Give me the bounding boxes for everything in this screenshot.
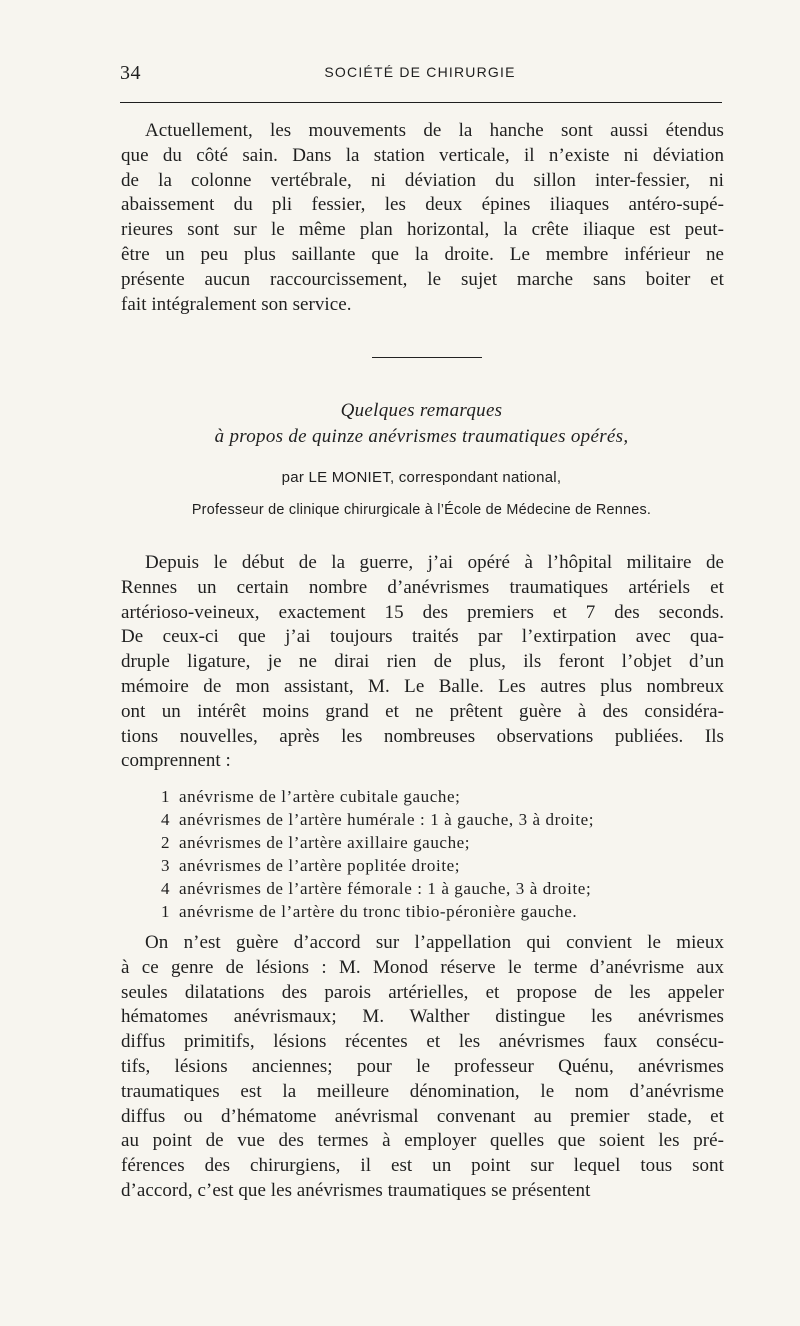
paragraph-top-line: de la colonne vertébrale, ni déviation du sillon inter-fessier, ni: [121, 169, 724, 191]
list-item-text: anévrismes de l’artère poplitée droite;: [179, 856, 461, 875]
paragraph-final-line: d’accord, c’est que les anévrismes traumatiques se présentent: [121, 1179, 591, 1201]
paragraph-top: [121, 119, 724, 317]
paragraph-intro: [121, 551, 724, 774]
paragraph-intro-line: De ceux-ci que j’ai toujours traités par l’extirpation avec qua-: [121, 626, 724, 648]
list-item: [161, 785, 721, 808]
list-item-count: 4: [161, 879, 171, 898]
paragraph-top-line: présente aucun raccourcissement, le sujet marche sans boiter et: [121, 268, 724, 290]
paragraph-final-line: à ce genre de lésions : M. Monod réserve le terme d’anévrisme aux: [121, 956, 724, 978]
paragraph-final-line: diffus primitifs, lésions récentes et les anévrismes faux consécu-: [121, 1031, 724, 1053]
paragraph-intro-line: mémoire de mon assistant, M. Le Balle. Les autres plus nombreux: [121, 675, 724, 697]
paragraph-top-line: être un peu plus saillante que la droite. Le membre inférieur ne: [121, 243, 724, 265]
list-item-text: anévrismes de l’artère fémorale : 1 à gauche, 3 à droite;: [179, 879, 592, 898]
page-header: [120, 61, 720, 91]
list-item: [161, 831, 721, 854]
paragraph-final-line: tifs, lésions anciennes; pour le professeur Quénu, anévrismes: [121, 1055, 724, 1077]
list-item-count: 4: [161, 810, 171, 829]
affiliation-line: Professeur de clinique chirurgicale à l’École de Médecine de Rennes.: [191, 502, 652, 518]
paragraph-intro-line: comprennent :: [121, 750, 231, 772]
list-item: [161, 854, 721, 877]
paragraph-final-line: On n’est guère d’accord sur l’appellation qui convient le mieux: [145, 932, 724, 953]
paragraph-final-line: seules dilatations des parois artérielles, et propose de les appeler: [121, 981, 724, 1003]
list-item-text: anévrismes de l’artère humérale : 1 à gauche, 3 à droite;: [179, 810, 595, 829]
list-item: [161, 877, 721, 900]
paragraph-top-line: abaissement du pli fessier, les deux épines iliaques antéro-supé-: [121, 194, 724, 216]
article-title-line-2: à propos de quinze anévrismes traumatiques opérés,: [214, 426, 629, 447]
paragraph-final: [121, 931, 724, 1204]
list-item-count: 3: [161, 856, 171, 875]
section-divider: [372, 357, 482, 358]
page-number: 34: [120, 62, 141, 84]
list-item-text: anévrisme de l’artère du tronc tibio-péronière gauche.: [179, 902, 578, 921]
header-rule: [120, 102, 722, 103]
paragraph-final-line: férences des chirurgiens, il est un point sur lequel tous sont: [121, 1155, 724, 1177]
paragraph-intro-line: Depuis le début de la guerre, j’ai opéré à l’hôpital militaire de: [145, 552, 724, 573]
list-item-count: 1: [161, 902, 171, 921]
paragraph-top-line: fait intégralement son service.: [121, 293, 352, 315]
author-line: par LE MONIET, correspondant national,: [281, 469, 562, 486]
list-item-count: 1: [161, 787, 171, 806]
list-item-text: anévrismes de l’artère axillaire gauche;: [179, 833, 471, 852]
paragraph-intro-line: druple ligature, je ne dirai rien de plus, ils feront l’objet d’un: [121, 651, 724, 673]
paragraph-intro-line: tions nouvelles, après les nombreuses observations publiées. Ils: [121, 725, 724, 747]
paragraph-final-line: traumatiques est la meilleure dénomination, le nom d’anévrisme: [121, 1080, 724, 1102]
article-heading: [120, 398, 723, 520]
paragraph-final-line: diffus ou d’hématome anévrismal convenant au premier stade, et: [121, 1105, 724, 1127]
aneurysm-list: [161, 785, 721, 923]
paragraph-top-line: rieures sont sur le même plan horizontal, la crête iliaque est peut-: [121, 219, 724, 241]
paragraph-intro-line: Rennes un certain nombre d’anévrismes traumatiques artériels et: [121, 576, 724, 598]
paragraph-intro-line: artérioso-veineux, exactement 15 des premiers et 7 des seconds.: [121, 601, 724, 623]
paragraph-top-line: Actuellement, les mouvements de la hanche sont aussi étendus: [145, 120, 724, 141]
list-item: [161, 808, 721, 831]
article-title-line-1: Quelques remarques: [340, 400, 503, 421]
running-head: SOCIÉTÉ DE CHIRURGIE: [324, 64, 516, 80]
list-item-text: anévrisme de l’artère cubitale gauche;: [179, 787, 461, 806]
paragraph-final-line: au point de vue des termes à employer quelles que soient les pré-: [121, 1130, 724, 1152]
list-item-count: 2: [161, 833, 171, 852]
paragraph-final-line: hématomes anévrismaux; M. Walther distingue les anévrismes: [121, 1006, 724, 1028]
paragraph-top-line: que du côté sain. Dans la station verticale, il n’existe ni déviation: [121, 144, 724, 166]
list-item: [161, 900, 721, 923]
paragraph-intro-line: ont un intérêt moins grand et ne prêtent guère à des considéra-: [121, 700, 724, 722]
